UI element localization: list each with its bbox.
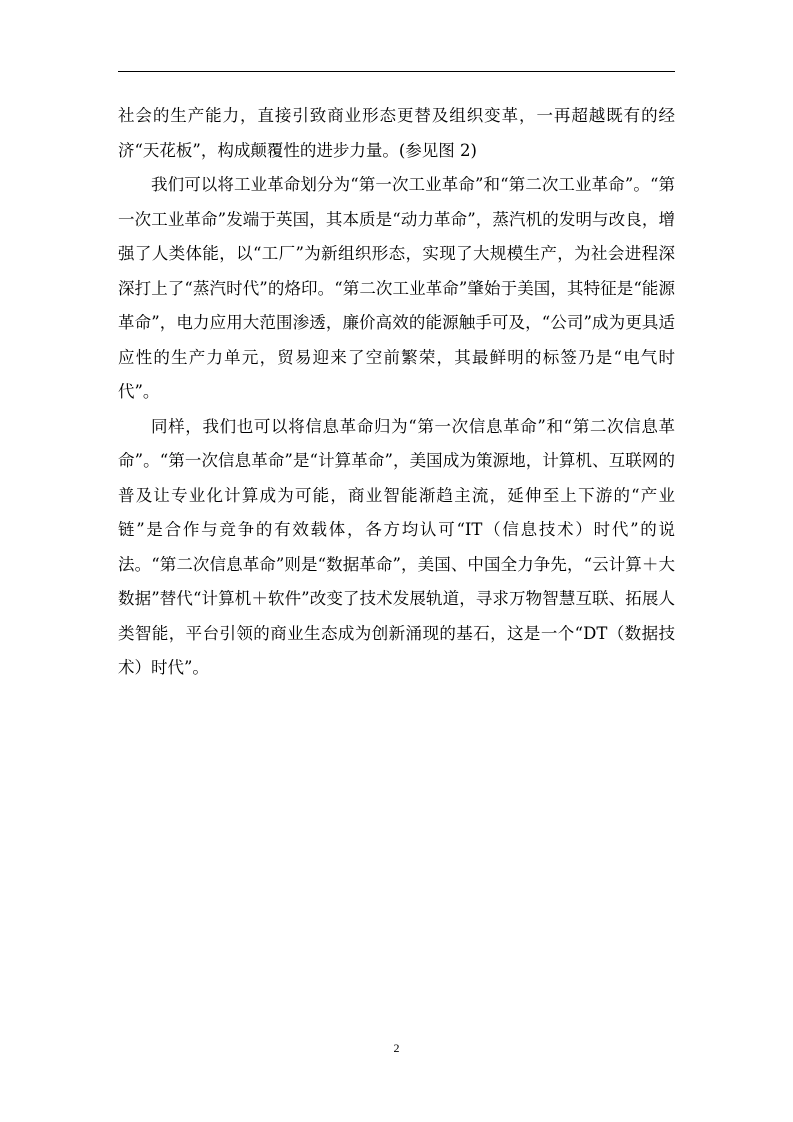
document-body (118, 99, 675, 686)
page-number: 2 (393, 1041, 400, 1055)
paragraph-continuation: 社会的生产能力，直接引致商业形态更替及组织变革，一再超越既有的经济“天花板”，构成颠覆性的进步力量。(参见图 2) (118, 106, 675, 160)
paragraph-industrial-revolution: 我们可以将工业革命划分为“第一次工业革命”和“第二次工业革命”。“第一次工业革命”发端于英国，其本质是“动力革命”，蒸汽机的发明与改良，增强了人类体能，以“工厂”为新组织形态，实现了大规模生产，为社会进程深深打上了“蒸汽时代”的烙印。“第二次工业革命”肇始于美国，其特征是“能源革命”，电力应用大范围渗透，廉价高效的能源触手可及，“公司”成为更具适应性的生产力单元，贸易迎来了空前繁荣，其最鲜明的标签乃是“电气时代”。 (118, 175, 675, 401)
header-rule (118, 71, 675, 72)
paragraph-information-revolution: 同样，我们也可以将信息革命归为“第一次信息革命”和“第二次信息革命”。“第一次信息革命”是“计算革命”，美国成为策源地，计算机、互联网的普及让专业化计算成为可能，商业智能渐趋主流，延伸至上下游的“产业链”是合作与竞争的有效载体，各方均认可“IT（信息技术）时代”的说法。“第二次信息革命”则是“数据革命”，美国、中国全力争先，“云计算＋大数据”替代“计算机＋软件”改变了技术发展轨道，寻求万物智慧互联、拓展人类智能，平台引领的商业生态成为创新涌现的基石，这是一个“DT（数据技术）时代”。 (118, 416, 675, 677)
